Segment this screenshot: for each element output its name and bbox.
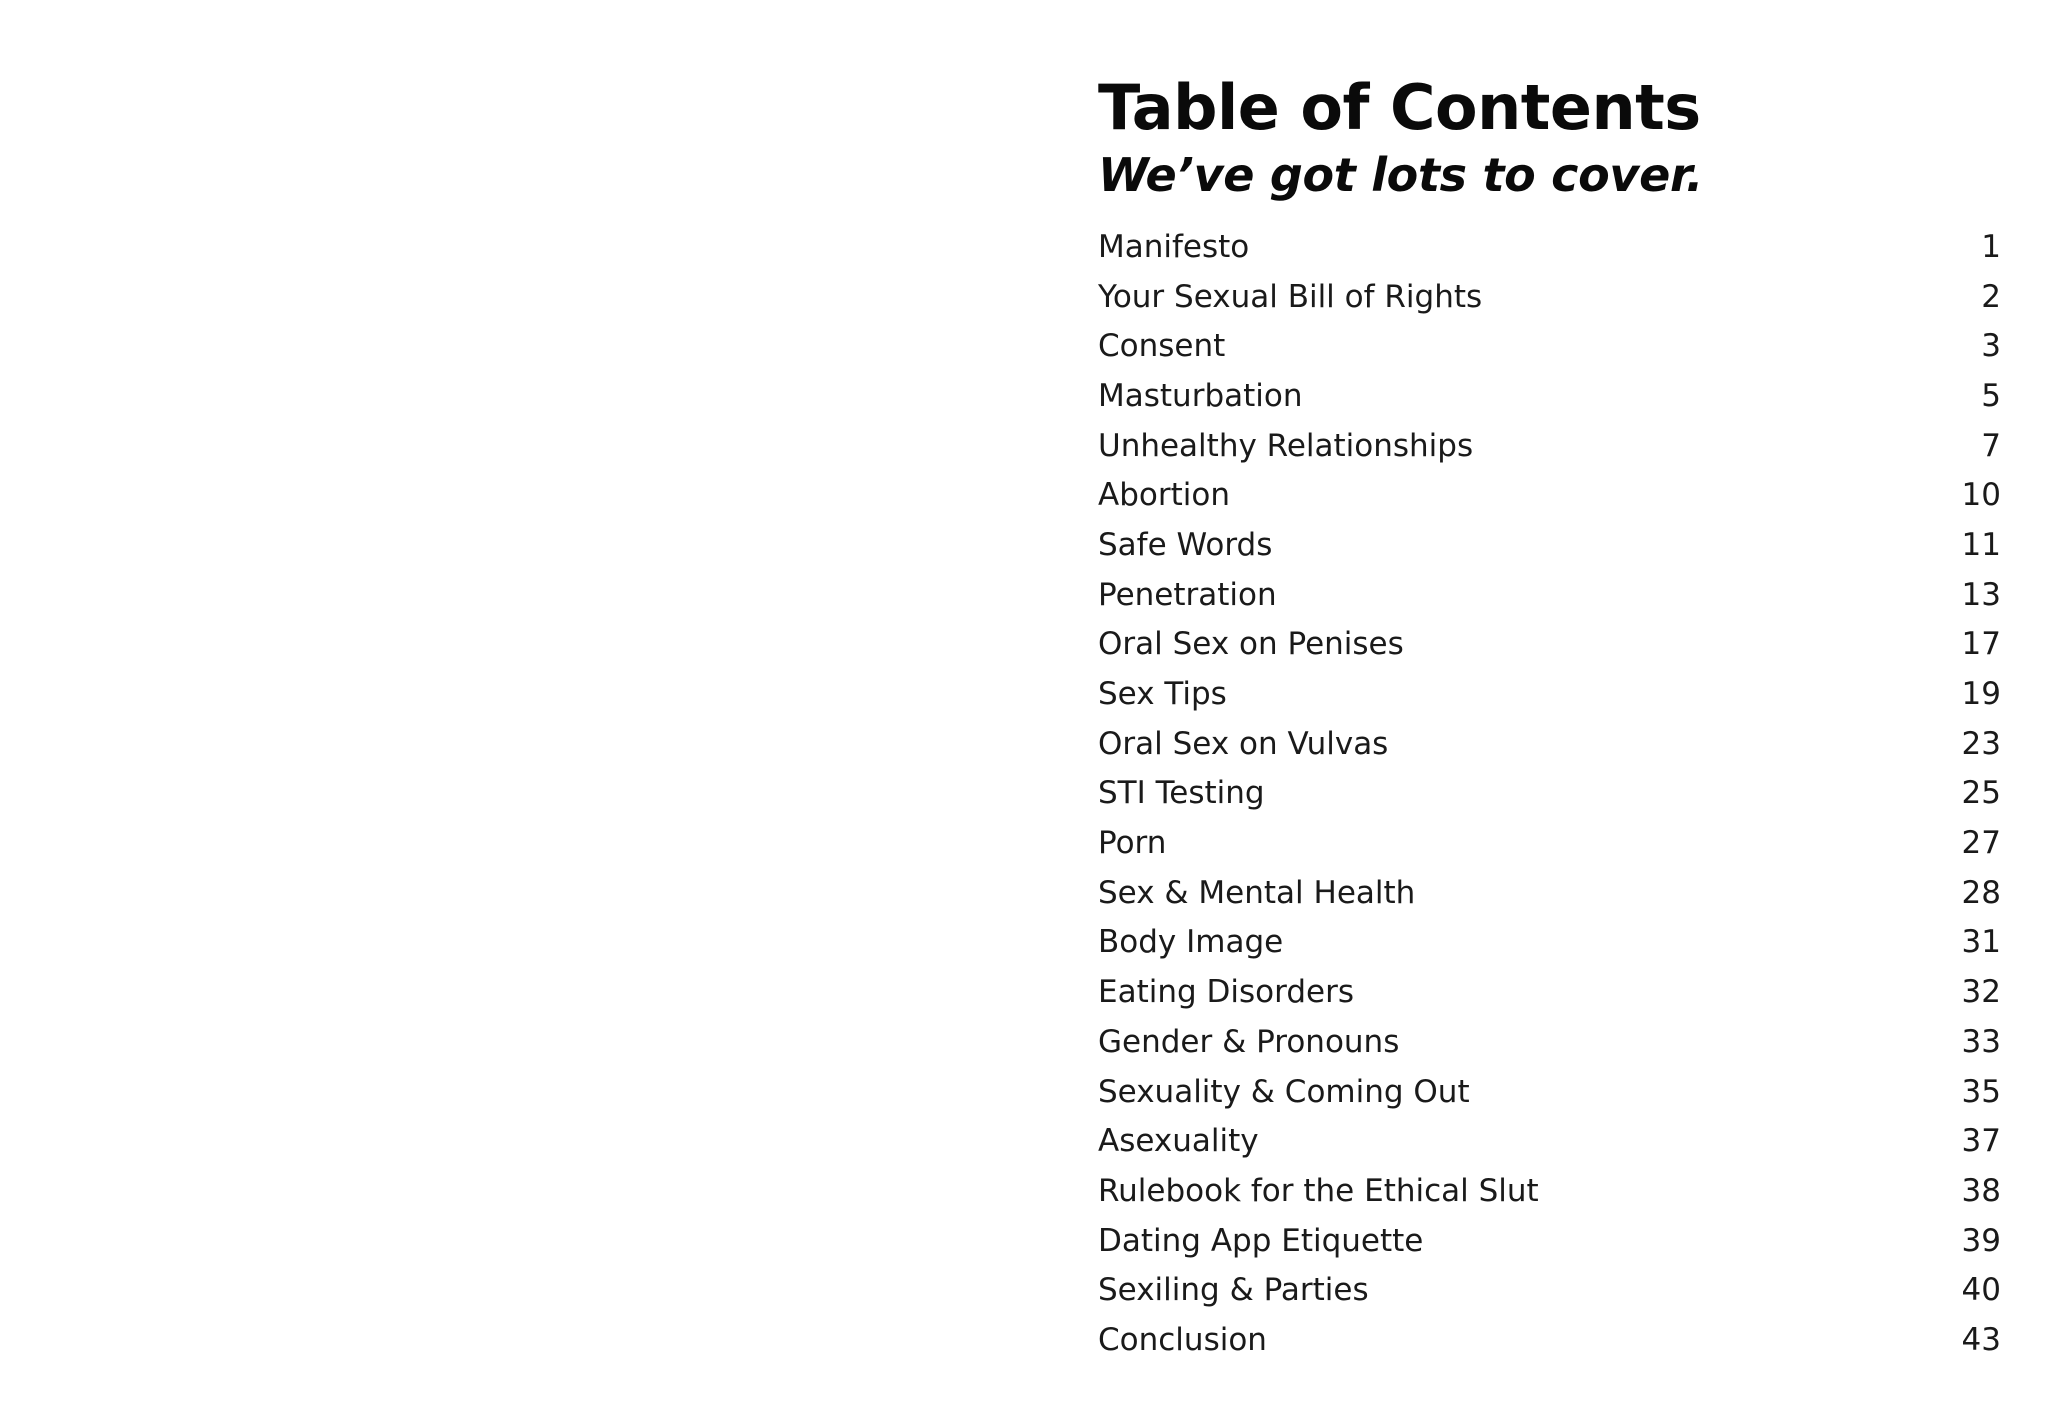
toc-entry-page: 23 — [1961, 725, 2001, 762]
toc-entry-label: Sexuality & Coming Out — [1098, 1073, 1470, 1110]
toc-entry-page: 32 — [1961, 974, 2001, 1011]
toc-entry-page: 7 — [1981, 427, 2001, 464]
toc-entry — [1098, 620, 2001, 670]
toc-entry — [1098, 1216, 2001, 1266]
toc-entry-page: 27 — [1961, 825, 2001, 862]
toc-entry-page: 3 — [1981, 328, 2001, 365]
toc-entry — [1098, 520, 2001, 570]
toc-entry — [1098, 669, 2001, 719]
toc-entry-page: 31 — [1961, 924, 2001, 961]
toc-entry-page: 25 — [1961, 775, 2001, 812]
toc-entry-label: Rulebook for the Ethical Slut — [1098, 1172, 1539, 1209]
toc-entry-page: 40 — [1961, 1272, 2001, 1309]
toc-entry-label: Oral Sex on Penises — [1098, 626, 1404, 663]
toc-entry — [1098, 1017, 2001, 1067]
toc-entry-page: 2 — [1981, 278, 2001, 315]
toc-subtitle: We’ve got lots to cover. — [1098, 148, 1704, 202]
toc-list — [1098, 222, 2001, 1365]
toc-entry — [1098, 1265, 2001, 1315]
toc-entry-label: Conclusion — [1098, 1321, 1267, 1358]
toc-entry-label: Body Image — [1098, 924, 1284, 961]
toc-entry-page: 38 — [1961, 1172, 2001, 1209]
toc-entry — [1098, 421, 2001, 471]
toc-entry-page: 19 — [1961, 676, 2001, 713]
toc-entry-page: 17 — [1961, 626, 2001, 663]
toc-entry-label: Abortion — [1098, 477, 1230, 514]
toc-entry-label: Gender & Pronouns — [1098, 1023, 1400, 1060]
toc-entry-label: Eating Disorders — [1098, 974, 1354, 1011]
toc-entry-label: Porn — [1098, 825, 1167, 862]
toc-entry-page: 35 — [1961, 1073, 2001, 1110]
toc-entry-label: Sexiling & Parties — [1098, 1272, 1369, 1309]
toc-entry — [1098, 769, 2001, 819]
toc-entry-label: STI Testing — [1098, 775, 1265, 812]
toc-entry — [1098, 1315, 2001, 1365]
toc-entry — [1098, 918, 2001, 968]
toc-entry — [1098, 1067, 2001, 1117]
toc-entry — [1098, 719, 2001, 769]
toc-entry-page: 37 — [1961, 1123, 2001, 1160]
toc-entry-page: 13 — [1961, 576, 2001, 613]
toc-entry — [1098, 222, 2001, 272]
toc-entry-page: 5 — [1981, 377, 2001, 414]
toc-entry-page: 11 — [1961, 526, 2001, 563]
toc-entry — [1098, 1116, 2001, 1166]
toc-entry-label: Penetration — [1098, 576, 1277, 613]
toc-entry — [1098, 272, 2001, 322]
toc-entry-label: Your Sexual Bill of Rights — [1098, 278, 1483, 315]
toc-entry-label: Sex & Mental Health — [1098, 874, 1416, 911]
toc-entry — [1098, 1166, 2001, 1216]
toc-entry — [1098, 321, 2001, 371]
toc-entry-page: 1 — [1981, 228, 2001, 265]
toc-entry-label: Manifesto — [1098, 228, 1250, 265]
toc-entry-label: Masturbation — [1098, 377, 1303, 414]
toc-entry-page: 33 — [1961, 1023, 2001, 1060]
toc-entry-label: Oral Sex on Vulvas — [1098, 725, 1389, 762]
table-of-contents — [1098, 70, 2001, 1365]
toc-title: Table of Contents — [1098, 71, 1701, 144]
toc-entry-page: 10 — [1961, 477, 2001, 514]
toc-entry — [1098, 868, 2001, 918]
toc-entry-label: Sex Tips — [1098, 676, 1227, 713]
toc-entry-label: Asexuality — [1098, 1123, 1259, 1160]
toc-entry-label: Safe Words — [1098, 526, 1273, 563]
toc-entry-page: 28 — [1961, 874, 2001, 911]
toc-entry — [1098, 818, 2001, 868]
toc-entry-label: Unhealthy Relationships — [1098, 427, 1474, 464]
toc-entry — [1098, 470, 2001, 520]
toc-entry — [1098, 967, 2001, 1017]
toc-entry-page: 43 — [1961, 1321, 2001, 1358]
toc-entry-label: Dating App Etiquette — [1098, 1222, 1424, 1259]
toc-entry — [1098, 371, 2001, 421]
toc-entry-page: 39 — [1961, 1222, 2001, 1259]
toc-entry — [1098, 570, 2001, 620]
toc-entry-label: Consent — [1098, 328, 1226, 365]
